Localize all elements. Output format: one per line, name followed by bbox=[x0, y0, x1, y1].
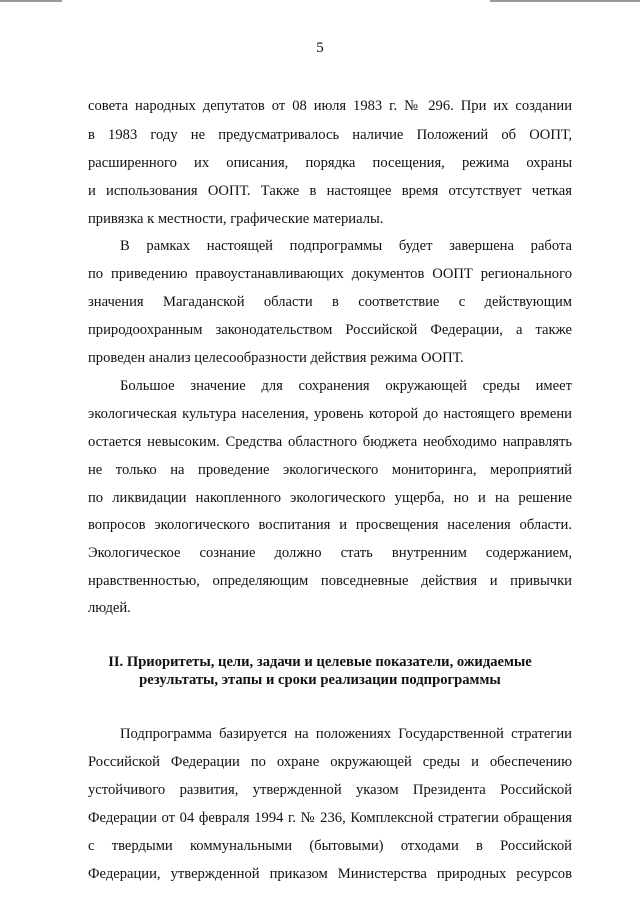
paragraph-3-line-9: людей. bbox=[88, 600, 131, 616]
paragraph-3-line-7: Экологическое сознание должно стать внутренним содержанием, bbox=[88, 545, 572, 561]
paragraph-2-line-2: по приведению правоустанавливающих документов ООПТ регионального bbox=[88, 266, 572, 282]
paragraph-4-line-2: Российской Федерации по охране окружающей среды и обеспечению bbox=[88, 754, 572, 770]
paragraph-3-line-8: нравственностью, определяющим повседневные действия и привычки bbox=[88, 573, 572, 589]
section-heading-line-2: результаты, этапы и сроки реализации подпрограммы bbox=[139, 672, 501, 688]
paragraph-1-line-4: и использования ООПТ. Также в настоящее время отсутствует четкая bbox=[88, 183, 572, 199]
paragraph-3-line-4: не только на проведение экологического мониторинга, мероприятий bbox=[88, 462, 572, 478]
paragraph-4-line-5: с твердыми коммунальными (бытовыми) отходами в Российской bbox=[88, 838, 572, 854]
paragraph-3-line-3: остается невысоким. Средства областного бюджета необходимо направлять bbox=[88, 434, 572, 450]
paragraph-4-line-3: устойчивого развития, утвержденной указом Президента Российской bbox=[88, 782, 572, 798]
paragraph-4-line-6: Федерации, утвержденной приказом Министерства природных ресурсов bbox=[88, 866, 572, 882]
page-number: 5 bbox=[316, 40, 324, 56]
paragraph-1-line-3: расширенного их описания, порядка посещения, режима охраны bbox=[88, 155, 572, 171]
paragraph-3-line-6: вопросов экологического воспитания и просвещения населения области. bbox=[88, 517, 572, 533]
paragraph-4-line-4: Федерации от 04 февраля 1994 г. № 236, Комплексной стратегии обращения bbox=[88, 810, 572, 826]
scan-edge-mark-right bbox=[490, 0, 640, 2]
paragraph-2-line-4: природоохранным законодательством Российской Федерации, а также bbox=[88, 322, 572, 338]
paragraph-3-line-5: по ликвидации накопленного экологического ущерба, но и на решение bbox=[88, 490, 572, 506]
paragraph-3-line-2: экологическая культура населения, уровень которой до настоящего времени bbox=[88, 406, 572, 422]
paragraph-1-line-2: в 1983 году не предусматривалось наличие Положений об ООПТ, bbox=[88, 127, 572, 143]
paragraph-2-line-1: В рамках настоящей подпрограммы будет завершена работа bbox=[120, 238, 572, 254]
paragraph-3-line-1: Большое значение для сохранения окружающей среды имеет bbox=[120, 378, 572, 394]
section-heading-line-1: II. Приоритеты, цели, задачи и целевые показатели, ожидаемые bbox=[108, 654, 532, 670]
scan-edge-mark-left bbox=[0, 0, 62, 2]
paragraph-2-line-5: проведен анализ целесообразности действия режима ООПТ. bbox=[88, 350, 464, 366]
paragraph-1-line-5: привязка к местности, графические материалы. bbox=[88, 211, 384, 227]
paragraph-2-line-3: значения Магаданской области в соответствие с действующим bbox=[88, 294, 572, 310]
paragraph-1-line-1: совета народных депутатов от 08 июля 1983 г. № 296. При их создании bbox=[88, 98, 572, 114]
paragraph-4-line-1: Подпрограмма базируется на положениях Государственной стратегии bbox=[120, 726, 572, 742]
